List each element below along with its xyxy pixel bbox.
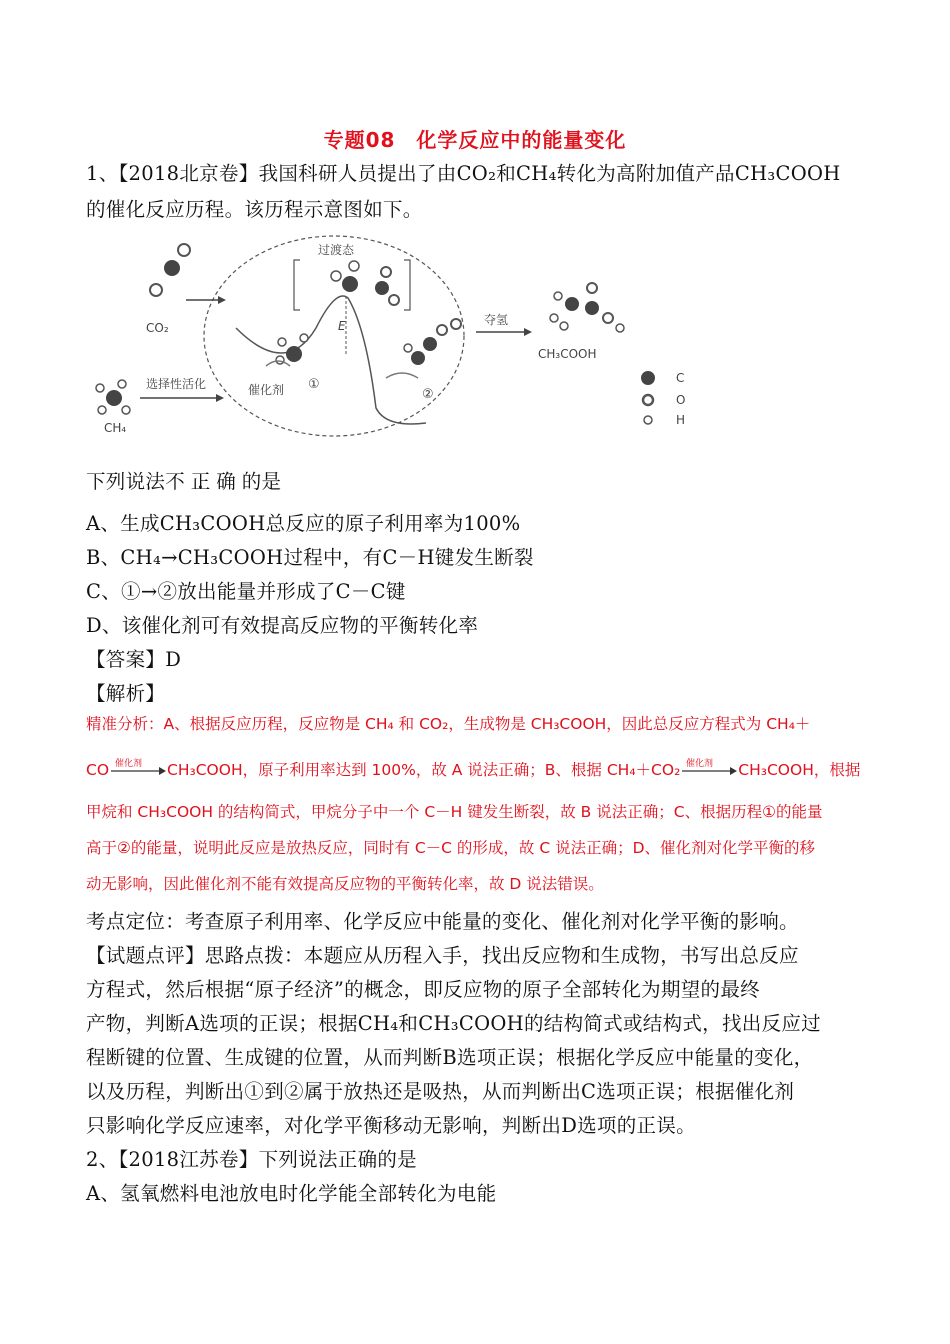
option-b: B、CH₄→CH₃COOH过程中，有C－H键发生断裂 [86,546,534,569]
catalyst-intermediate-2 [386,319,461,378]
transition-state-molecule [331,261,399,305]
question-prompt-prefix: 下列说法 [86,470,166,493]
comment-line-2: 方程式，然后根据“原子经济”的概念，即反应物的原子全部转化为期望的最终 [86,978,760,1001]
option-d: D、该催化剂可有效提高反应物的平衡转化率 [86,614,479,637]
comment-line-1: 【试题点评】思路点拨：本题应从历程入手，找出反应物和生成物，书写出总反应 [86,944,799,967]
analysis-co: CO [86,761,110,779]
analysis-line-4: 高于②的能量，说明此反应是放热反应，同时有 C－C 的形成，故 C 说法正确；D、催化剂对化学平衡的移 [86,839,816,857]
energy-label: E [338,319,346,333]
ch3cooh-label: CH₃COOH [538,347,597,361]
step-1-label: ① [308,377,320,392]
kaodian-line: 考点定位：考查原子利用率、化学反应中能量的变化、催化剂对化学平衡的影响。 [86,910,799,933]
option-a: A、生成CH₃COOH总反应的原子利用率为100% [86,512,521,535]
catalyst-arrow-2 [680,758,738,779]
analysis-middle: CH₃COOH，原子利用率达到 100%，故 A 说法正确；B、根据 CH₄＋CO₂ [167,761,681,779]
emphasis-text: 不正确 [165,470,242,493]
catalyst-arrow-1 [109,758,167,779]
ch4-label: CH₄ [104,421,127,435]
question-1-stem-line-2: 的催化反应历程。该历程示意图如下。 [86,198,423,221]
selective-activation-label: 选择性活化 [146,377,207,391]
comment-line-4: 程断键的位置、生成键的位置，从而判断B选项正误；根据化学反应中能量的变化， [86,1046,814,1069]
comment-line-6: 只影响化学反应速率，对化学平衡移动无影响，判断出D选项的正误。 [86,1114,696,1137]
comment-line-3: 产物，判断A选项的正误；根据CH₄和CH₃COOH的结构简式或结构式，找出反应过 [86,1012,821,1035]
transition-state-label: 过渡态 [318,243,355,257]
atom-legend [641,371,685,427]
catalyst-label: 催化剂 [248,383,285,397]
reaction-mechanism-figure [86,228,706,438]
co2-label: CO₂ [146,321,169,335]
page-title: 专题08 化学反应中的能量变化 [323,128,627,152]
catalyst-arrow-1-label: 催化剂 [115,758,143,769]
question-1-stem-line-1: 1、【2018北京卷】我国科研人员提出了由CO₂和CH₄转化为高附加值产品CH₃COOH [86,162,841,185]
analysis-heading: 【解析】 [86,682,166,705]
analysis-end: CH₃COOH，根据 [738,761,861,779]
ch4-molecule [96,380,130,414]
question-1-prompt [86,466,281,494]
analysis-line-3: 甲烷和 CH₃COOH 的结构简式，甲烷分子中一个 C－H 键发生断裂，故 B 说法正确；C、根据历程①的能量 [86,803,823,821]
reaction-zone-ellipse [204,236,464,436]
dehydrogenation-label: 夺氢 [484,313,509,327]
answer-line: 【答案】D [86,648,182,671]
question-prompt-emphasis [165,470,242,493]
analysis-line-2 [86,758,876,780]
analysis-line-1: 精准分析：A、根据反应历程，反应物是 CH₄ 和 CO₂，生成物是 CH₃COOH，因此总反应方程式为 CH₄＋ [86,715,811,733]
legend-hydrogen: H [676,413,686,427]
co2-molecule [150,244,190,296]
analysis-line-5: 动无影响，因此催化剂不能有效提高反应物的平衡转化率，故 D 说法错误。 [86,875,604,893]
question-2-stem: 2、【2018江苏卷】下列说法正确的是 [86,1148,417,1171]
energy-curve [236,296,426,424]
option-c: C、①→②放出能量并形成了C－C键 [86,580,406,603]
ch3cooh-molecule [550,283,624,332]
step-2-label: ② [422,387,434,402]
legend-oxygen: O [676,393,686,407]
legend-carbon: C [676,371,685,385]
question-prompt-suffix: 的是 [241,470,282,493]
question-2-option-a: A、氢氧燃料电池放电时化学能全部转化为电能 [86,1182,497,1205]
catalyst-arrow-2-label: 催化剂 [686,758,714,769]
catalyst-intermediate-1 [266,334,308,366]
comment-line-5: 以及历程，判断出①到②属于放热还是吸热，从而判断出C选项正误；根据催化剂 [86,1080,795,1103]
